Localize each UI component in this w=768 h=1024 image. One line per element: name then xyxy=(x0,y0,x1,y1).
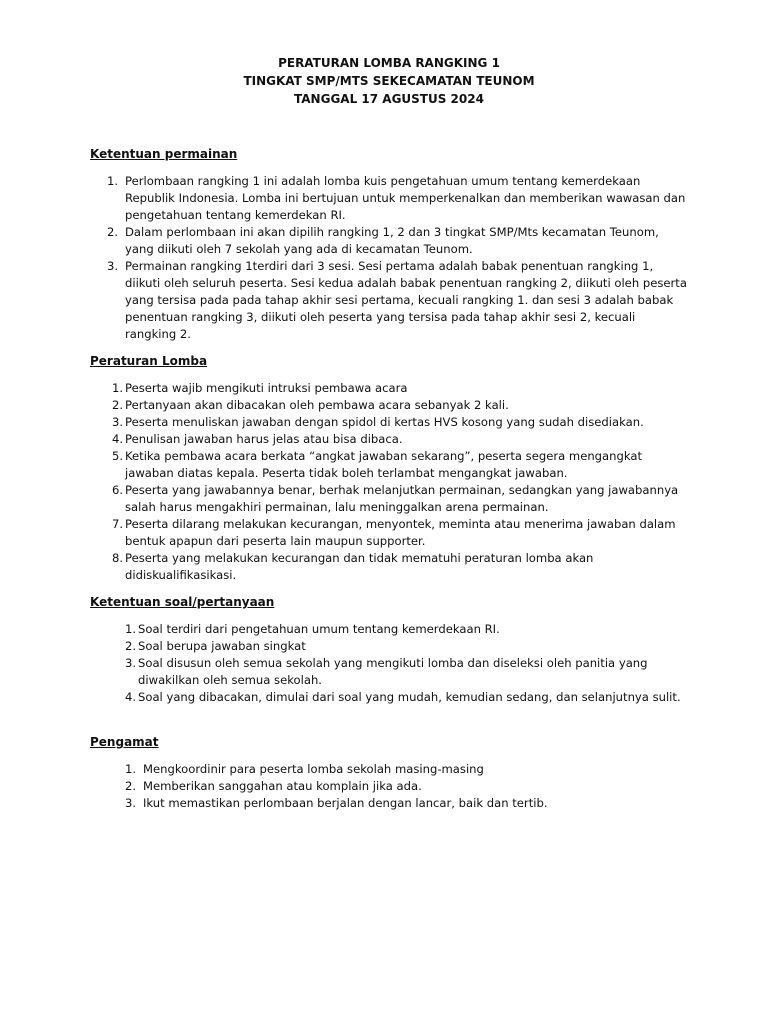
list-item xyxy=(90,448,688,482)
list-item xyxy=(90,431,688,448)
list-item xyxy=(90,638,688,655)
list-number: 3. xyxy=(107,259,119,273)
list-item xyxy=(90,778,688,795)
section-ketentuan-permainan xyxy=(90,146,688,343)
list-number: 2. xyxy=(125,779,137,793)
list-text: Soal yang dibacakan, dimulai dari soal yang mudah, kemudian sedang, dan selanjutnya sulit. xyxy=(138,690,681,704)
list-text: Mengkoordinir para peserta lomba sekolah masing-masing xyxy=(143,762,484,776)
list-text: Peserta yang jawabannya benar, berhak melanjutkan permainan, sedangkan yang jawabannya salah harus mengakhiri permainan, lalu meninggalkan arena permainan. xyxy=(125,483,679,514)
list-number: 2. xyxy=(125,639,137,653)
list-number: 8. xyxy=(112,551,124,565)
section-heading: Ketentuan soal/pertanyaan xyxy=(90,595,275,609)
list-item xyxy=(90,380,688,397)
list-number: 3. xyxy=(125,796,137,810)
list-number: 4. xyxy=(112,432,124,446)
section-ketentuan-soal xyxy=(90,594,688,706)
ordered-list xyxy=(90,621,688,706)
title-line-2: TINGKAT SMP/MTS SEKECAMATAN TEUNOM xyxy=(243,74,535,88)
list-text: Peserta wajib mengikuti intruksi pembawa acara xyxy=(125,381,408,395)
list-text: Penulisan jawaban harus jelas atau bisa dibaca. xyxy=(125,432,403,446)
list-item xyxy=(90,414,688,431)
list-item xyxy=(90,795,688,812)
list-text: Permainan rangking 1terdiri dari 3 sesi. Sesi pertama adalah babak penentuan rangking 1, diikuti oleh seluruh peserta. Sesi kedua adalah babak penentuan rangking 2, diikuti oleh peserta yang tersisa pada pada tahap akhir sesi pertama, kecuali rangking 1. dan sesi 3 adalah babak penentuan rangking 3, diikuti oleh peserta yang tersisa pada tahap akhir sesi 2, kecuali rangking 2. xyxy=(125,259,687,341)
list-item xyxy=(90,655,688,689)
ordered-list xyxy=(90,173,688,343)
list-number: 7. xyxy=(112,517,124,531)
ordered-list xyxy=(90,761,688,812)
list-item xyxy=(90,482,688,516)
list-item xyxy=(90,550,688,584)
document-title xyxy=(90,54,688,108)
list-number: 1. xyxy=(112,381,124,395)
list-item xyxy=(90,173,688,224)
list-number: 3. xyxy=(125,656,137,670)
section-heading: Pengamat xyxy=(90,735,159,749)
ordered-list xyxy=(90,380,688,584)
list-number: 1. xyxy=(107,174,119,188)
section-heading: Peraturan Lomba xyxy=(90,354,208,368)
section-heading: Ketentuan permainan xyxy=(90,147,238,161)
list-item xyxy=(90,516,688,550)
list-text: Soal terdiri dari pengetahuan umum tentang kemerdekaan RI. xyxy=(138,622,500,636)
list-number: 3. xyxy=(112,415,124,429)
list-text: Peserta menuliskan jawaban dengan spidol di kertas HVS kosong yang sudah disediakan. xyxy=(125,415,644,429)
list-text: Ketika pembawa acara berkata “angkat jawaban sekarang”, peserta segera mengangkat jawaban diatas kepala. Peserta tidak boleh terlambat mengangkat jawaban. xyxy=(125,449,643,480)
list-text: Pertanyaan akan dibacakan oleh pembawa acara sebanyak 2 kali. xyxy=(125,398,509,412)
list-item xyxy=(90,397,688,414)
list-number: 4. xyxy=(125,690,137,704)
section-peraturan-lomba xyxy=(90,353,688,584)
list-number: 1. xyxy=(125,622,137,636)
list-text: Memberikan sanggahan atau komplain jika ada. xyxy=(143,779,422,793)
list-number: 1. xyxy=(125,762,137,776)
title-line-3: TANGGAL 17 AGUSTUS 2024 xyxy=(294,92,484,106)
list-item xyxy=(90,761,688,778)
list-text: Perlombaan rangking 1 ini adalah lomba kuis pengetahuan umum tentang kemerdekaan Republik Indonesia. Lomba ini bertujuan untuk memperkenalkan dan memberikan wawasan dan pengetahuan tentang kemerdekan RI. xyxy=(125,174,686,222)
list-number: 2. xyxy=(112,398,124,412)
list-item xyxy=(90,689,688,706)
list-text: Soal berupa jawaban singkat xyxy=(138,639,306,653)
list-number: 5. xyxy=(112,449,124,463)
list-item xyxy=(90,258,688,343)
list-number: 2. xyxy=(107,225,119,239)
section-pengamat xyxy=(90,734,688,812)
list-text: Peserta dilarang melakukan kecurangan, menyontek, meminta atau menerima jawaban dalam bentuk apapun dari peserta lain maupun supporter. xyxy=(125,517,676,548)
list-number: 6. xyxy=(112,483,124,497)
list-text: Ikut memastikan perlombaan berjalan dengan lancar, baik dan tertib. xyxy=(143,796,548,810)
list-item xyxy=(90,621,688,638)
list-item xyxy=(90,224,688,258)
list-text: Dalam perlombaan ini akan dipilih rangking 1, 2 dan 3 tingkat SMP/Mts kecamatan Teunom, yang diikuti oleh 7 sekolah yang ada di kecamatan Teunom. xyxy=(125,225,659,256)
list-text: Peserta yang melakukan kecurangan dan tidak mematuhi peraturan lomba akan didiskualifikasikasi. xyxy=(125,551,594,582)
list-text: Soal disusun oleh semua sekolah yang mengikuti lomba dan diseleksi oleh panitia yang diwakilkan oleh semua sekolah. xyxy=(138,656,648,687)
title-line-1: PERATURAN LOMBA RANGKING 1 xyxy=(278,56,500,70)
